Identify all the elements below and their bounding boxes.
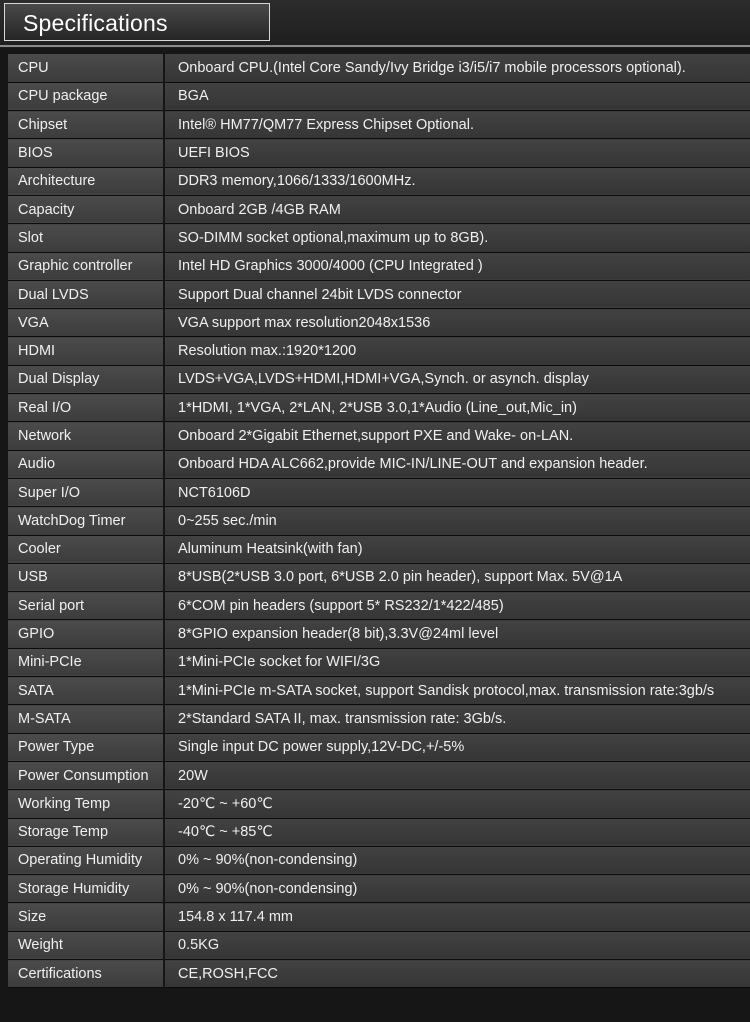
spec-label: GPIO bbox=[8, 620, 164, 648]
spec-value: 2*Standard SATA II, max. transmission rate: 3Gb/s. bbox=[164, 705, 750, 733]
spec-value: 1*HDMI, 1*VGA, 2*LAN, 2*USB 3.0,1*Audio (Line_out,Mic_in) bbox=[164, 394, 750, 422]
spec-value: 0~255 sec./min bbox=[164, 507, 750, 535]
spec-label: VGA bbox=[8, 309, 164, 337]
spec-row bbox=[8, 790, 750, 818]
specifications-table-body bbox=[8, 54, 750, 988]
spec-value: Onboard HDA ALC662,provide MIC-IN/LINE-OUT and expansion header. bbox=[164, 450, 750, 478]
spec-label: Graphic controller bbox=[8, 252, 164, 280]
spec-value: Intel HD Graphics 3000/4000 (CPU Integrated ) bbox=[164, 252, 750, 280]
spec-label: Size bbox=[8, 903, 164, 931]
spec-row bbox=[8, 563, 750, 591]
spec-row bbox=[8, 224, 750, 252]
spec-value: Resolution max.:1920*1200 bbox=[164, 337, 750, 365]
spec-value: 1*Mini-PCIe socket for WIFI/3G bbox=[164, 648, 750, 676]
spec-value: Support Dual channel 24bit LVDS connector bbox=[164, 280, 750, 308]
spec-row bbox=[8, 960, 750, 988]
spec-label: Capacity bbox=[8, 195, 164, 223]
spec-label: HDMI bbox=[8, 337, 164, 365]
spec-value: Onboard 2*Gigabit Ethernet,support PXE and Wake- on-LAN. bbox=[164, 422, 750, 450]
spec-row bbox=[8, 648, 750, 676]
spec-value: LVDS+VGA,LVDS+HDMI,HDMI+VGA,Synch. or asynch. display bbox=[164, 365, 750, 393]
spec-label: CPU package bbox=[8, 82, 164, 110]
spec-row bbox=[8, 252, 750, 280]
spec-label: Dual LVDS bbox=[8, 280, 164, 308]
spec-value: DDR3 memory,1066/1333/1600MHz. bbox=[164, 167, 750, 195]
spec-row bbox=[8, 450, 750, 478]
spec-label: Weight bbox=[8, 931, 164, 959]
spec-row bbox=[8, 309, 750, 337]
spec-row bbox=[8, 818, 750, 846]
spec-row bbox=[8, 761, 750, 789]
spec-label: Certifications bbox=[8, 960, 164, 988]
spec-row bbox=[8, 195, 750, 223]
spec-row bbox=[8, 592, 750, 620]
spec-row bbox=[8, 54, 750, 82]
spec-value: Single input DC power supply,12V-DC,+/-5% bbox=[164, 733, 750, 761]
spec-value: 8*GPIO expansion header(8 bit),3.3V@24ml level bbox=[164, 620, 750, 648]
header-divider bbox=[0, 45, 750, 47]
spec-value: 0.5KG bbox=[164, 931, 750, 959]
spec-value: 0% ~ 90%(non-condensing) bbox=[164, 875, 750, 903]
spec-row bbox=[8, 931, 750, 959]
spec-label: CPU bbox=[8, 54, 164, 82]
spec-label: Storage Humidity bbox=[8, 875, 164, 903]
spec-value: 8*USB(2*USB 3.0 port, 6*USB 2.0 pin header), support Max. 5V@1A bbox=[164, 563, 750, 591]
spec-value: -20℃ ~ +60℃ bbox=[164, 790, 750, 818]
specifications-table bbox=[8, 54, 750, 988]
spec-row bbox=[8, 167, 750, 195]
spec-label: Audio bbox=[8, 450, 164, 478]
spec-label: Dual Display bbox=[8, 365, 164, 393]
title-box bbox=[4, 3, 270, 41]
spec-value: Onboard 2GB /4GB RAM bbox=[164, 195, 750, 223]
spec-value: BGA bbox=[164, 82, 750, 110]
spec-row bbox=[8, 507, 750, 535]
page-title: Specifications bbox=[23, 10, 168, 36]
spec-row bbox=[8, 280, 750, 308]
spec-row bbox=[8, 139, 750, 167]
spec-label: Storage Temp bbox=[8, 818, 164, 846]
spec-value: 1*Mini-PCIe m-SATA socket, support Sandisk protocol,max. transmission rate:3gb/s bbox=[164, 677, 750, 705]
spec-row bbox=[8, 677, 750, 705]
spec-label: Working Temp bbox=[8, 790, 164, 818]
spec-value: Intel® HM77/QM77 Express Chipset Optional. bbox=[164, 111, 750, 139]
spec-label: Power Consumption bbox=[8, 761, 164, 789]
spec-value: VGA support max resolution2048x1536 bbox=[164, 309, 750, 337]
spec-row bbox=[8, 337, 750, 365]
spec-label: BIOS bbox=[8, 139, 164, 167]
spec-label: Super I/O bbox=[8, 478, 164, 506]
spec-label: Network bbox=[8, 422, 164, 450]
spec-row bbox=[8, 82, 750, 110]
spec-row bbox=[8, 705, 750, 733]
spec-row bbox=[8, 478, 750, 506]
spec-label: USB bbox=[8, 563, 164, 591]
spec-label: Mini-PCIe bbox=[8, 648, 164, 676]
spec-value: CE,ROSH,FCC bbox=[164, 960, 750, 988]
spec-label: Cooler bbox=[8, 535, 164, 563]
spec-value: 0% ~ 90%(non-condensing) bbox=[164, 846, 750, 874]
spec-row bbox=[8, 846, 750, 874]
spec-label: Slot bbox=[8, 224, 164, 252]
spec-label: M-SATA bbox=[8, 705, 164, 733]
spec-row bbox=[8, 111, 750, 139]
spec-row bbox=[8, 365, 750, 393]
spec-row bbox=[8, 394, 750, 422]
spec-value: Onboard CPU.(Intel Core Sandy/Ivy Bridge i3/i5/i7 mobile processors optional). bbox=[164, 54, 750, 82]
spec-value: UEFI BIOS bbox=[164, 139, 750, 167]
spec-row bbox=[8, 535, 750, 563]
spec-label: Architecture bbox=[8, 167, 164, 195]
spec-row bbox=[8, 620, 750, 648]
spec-row bbox=[8, 733, 750, 761]
spec-label: Power Type bbox=[8, 733, 164, 761]
spec-value: -40℃ ~ +85℃ bbox=[164, 818, 750, 846]
spec-row bbox=[8, 903, 750, 931]
spec-row bbox=[8, 875, 750, 903]
spec-value: Aluminum Heatsink(with fan) bbox=[164, 535, 750, 563]
spec-label: WatchDog Timer bbox=[8, 507, 164, 535]
spec-row bbox=[8, 422, 750, 450]
spec-label: Chipset bbox=[8, 111, 164, 139]
spec-value: 20W bbox=[164, 761, 750, 789]
spec-label: SATA bbox=[8, 677, 164, 705]
spec-label: Real I/O bbox=[8, 394, 164, 422]
spec-value: 6*COM pin headers (support 5* RS232/1*422/485) bbox=[164, 592, 750, 620]
spec-value: 154.8 x 117.4 mm bbox=[164, 903, 750, 931]
spec-value: NCT6106D bbox=[164, 478, 750, 506]
spec-value: SO-DIMM socket optional,maximum up to 8GB). bbox=[164, 224, 750, 252]
spec-label: Operating Humidity bbox=[8, 846, 164, 874]
spec-label: Serial port bbox=[8, 592, 164, 620]
